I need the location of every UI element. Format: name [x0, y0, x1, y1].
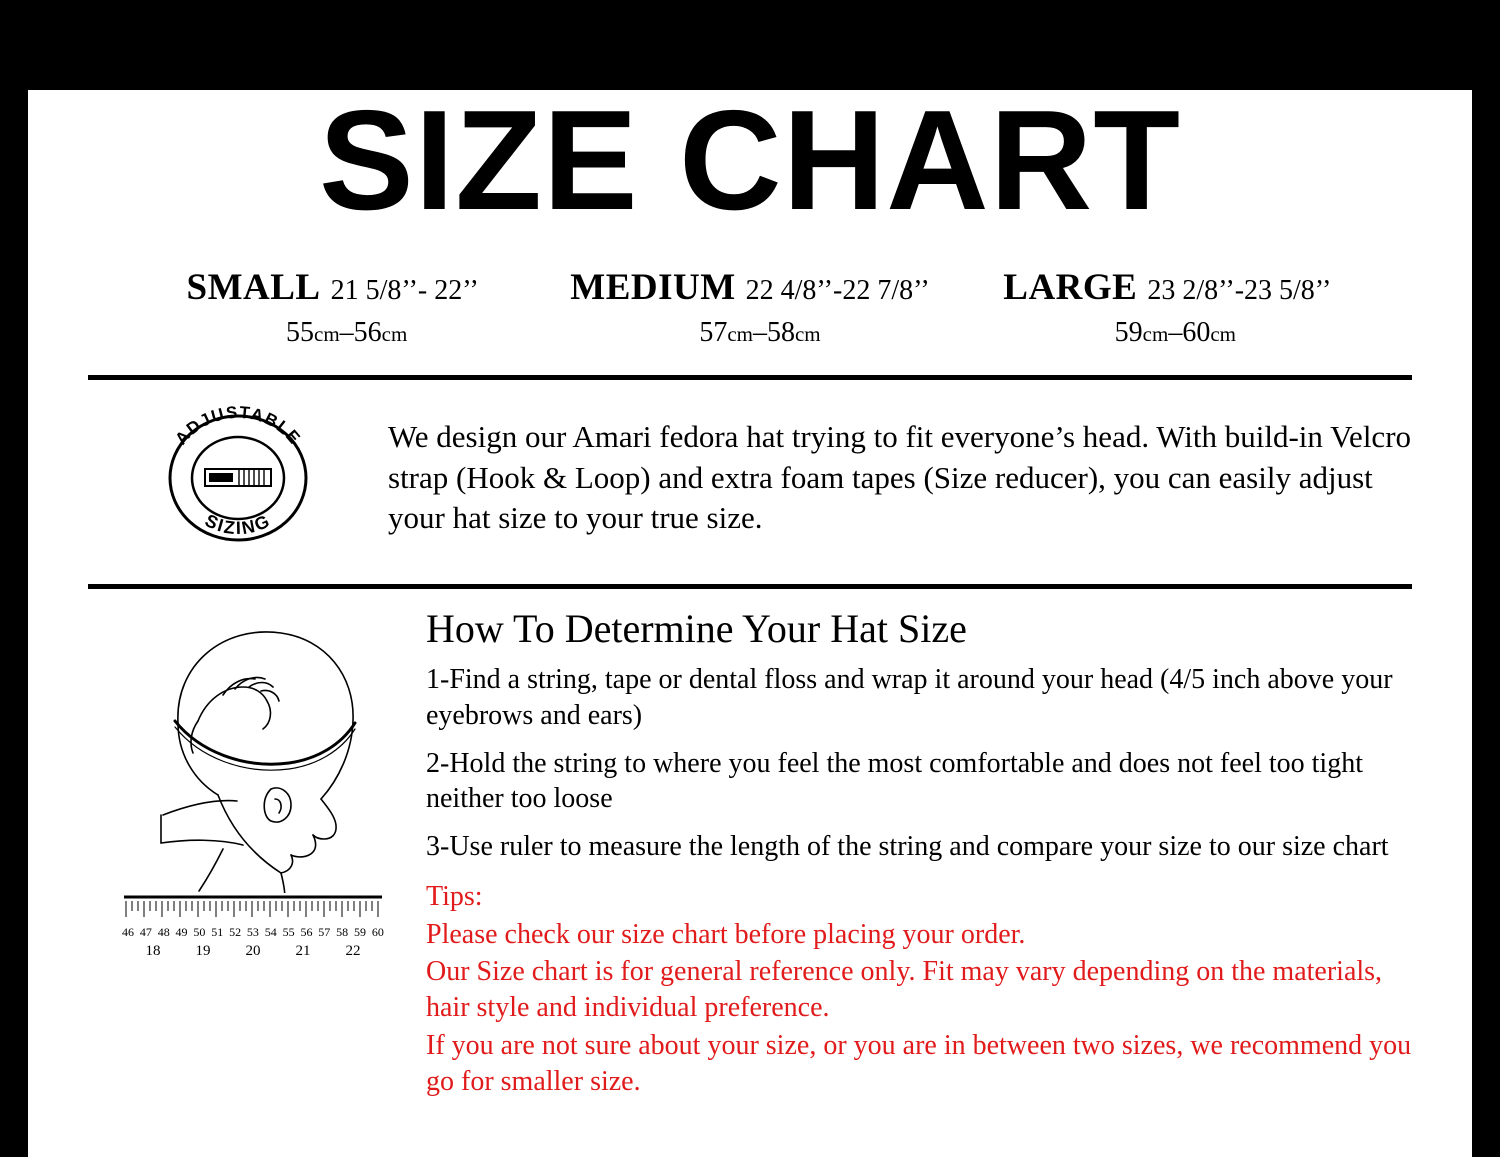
tips-line-1: Please check our size chart before placing your order.: [426, 918, 1026, 950]
size-column-small: [124, 266, 541, 349]
intro-paragraph: We design our Amari fedora hat trying to fit everyone’s head. With build-in Velcro strap (Hook & Loop) and extra foam tapes (Size reducer), you can easily adjust your hat size to your true size.: [388, 418, 1412, 536]
ruler-icon: [122, 893, 384, 923]
size-cm-sep: –: [339, 317, 354, 348]
size-cm-unit: cm: [1210, 322, 1236, 346]
howto-step-2: 2-Hold the string to where you feel the most comfortable and does not feel too tight neither too loose: [426, 747, 1363, 815]
size-inches-small: 21 5/8’’- 22’’: [330, 275, 479, 306]
howto-section: [88, 603, 1412, 1101]
tips-line-3: If you are not sure about your size, or you are in between two sizes, we recommend you go for smaller size.: [426, 1029, 1412, 1098]
adjustable-sizing-badge: [88, 403, 388, 553]
size-cm-large-max: 60: [1182, 317, 1211, 348]
size-cm-large: [975, 317, 1376, 349]
svg-text:ADJUSTABLE: [171, 403, 304, 448]
size-label-medium: MEDIUM: [570, 267, 736, 308]
divider-bottom: [88, 584, 1412, 589]
size-cm-large-min: 59: [1114, 317, 1143, 348]
size-column-medium: [541, 266, 958, 349]
size-cm-small: [152, 317, 541, 349]
divider-top: [88, 375, 1412, 380]
size-cm-sep: –: [1168, 317, 1183, 348]
size-cm-sep: –: [752, 317, 767, 348]
size-chart-sheet: [28, 81, 1472, 1157]
size-cm-medium-max: 58: [766, 317, 795, 348]
size-column-large: [959, 266, 1376, 349]
howto-text-block: [418, 603, 1412, 1101]
size-inches-medium: 22 4/8’’-22 7/8’’: [745, 275, 930, 306]
howto-heading: How To Determine Your Hat Size: [426, 606, 967, 651]
tips-line-2: Our Size chart is for general reference only. Fit may vary depending on the materials, hair style and individual preference.: [426, 955, 1383, 1024]
size-label-small: SMALL: [186, 267, 321, 308]
adjustable-sizing-seal-icon: [143, 403, 333, 553]
howto-step-1: 1-Find a string, tape or dental floss and wrap it around your head (4/5 inch above your eyebrows and ears): [426, 664, 1393, 731]
size-cm-small-max: 56: [353, 317, 382, 348]
ruler-cm-labels: 46 47 48 49 50 51 52 53 54 55 56 57 58 59 60: [122, 925, 384, 939]
badge-top-text: ADJUSTABLE: [171, 403, 305, 449]
size-row: [124, 266, 1376, 349]
measuring-illustration: [88, 603, 418, 1101]
head-measure-icon: [103, 603, 403, 893]
badge-bottom-text: SIZING: [201, 510, 275, 539]
tips-heading: Tips:: [426, 881, 483, 913]
size-cm-small-min: 55: [286, 317, 314, 348]
tips-block: [426, 879, 1412, 1100]
intro-section: [88, 398, 1412, 558]
page-title: SIZE CHART: [319, 81, 1181, 240]
size-cm-unit: cm: [727, 322, 753, 346]
size-cm-unit: cm: [314, 322, 340, 346]
size-label-large: LARGE: [1003, 267, 1138, 308]
svg-text:SIZING: [202, 510, 274, 538]
size-cm-unit: cm: [381, 322, 408, 346]
howto-step-3: 3-Use ruler to measure the length of the string and compare your size to our size chart: [426, 831, 1389, 863]
ruler-inch-labels: 18 19 20 21 22: [145, 943, 361, 959]
size-cm-medium: [561, 317, 958, 349]
size-cm-unit: cm: [794, 322, 821, 346]
size-cm-medium-min: 57: [699, 317, 728, 348]
size-cm-unit: cm: [1142, 322, 1169, 346]
size-inches-large: 23 2/8’’-23 5/8’’: [1147, 275, 1332, 306]
